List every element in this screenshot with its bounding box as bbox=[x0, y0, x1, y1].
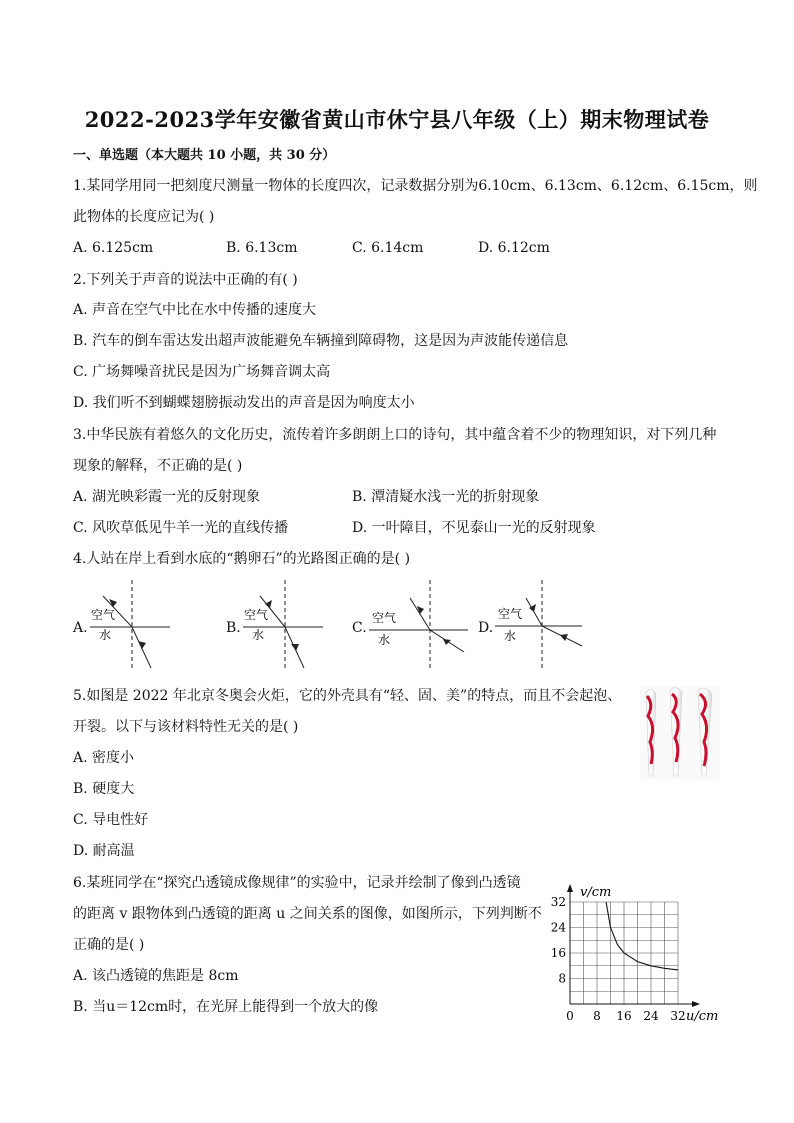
chart-series bbox=[606, 902, 678, 970]
q6-option-a: A. 该凸透镜的焦距是 8cm bbox=[73, 968, 239, 984]
v-u-curve bbox=[606, 902, 678, 970]
x-tick-label: 32 bbox=[670, 1009, 686, 1023]
q3-stem-line1: 3.中华民族有着悠久的文化历史，流传着许多朗朗上口的诗句，其中蕴含着不少的物理知识，对下列几种 bbox=[73, 427, 717, 443]
q4-diagram-d-air-label: 空气 bbox=[498, 607, 523, 621]
y-tick-label: 16 bbox=[550, 946, 566, 960]
q5-option-a: A. 密度小 bbox=[73, 750, 135, 766]
q4-diagram-a-water-label: 水 bbox=[99, 628, 112, 642]
page-title: 2022-2023学年安徽省黄山市休宁县八年级（上）期末物理试卷 bbox=[84, 107, 710, 132]
q4-diagram-a-letter: A. bbox=[73, 620, 88, 636]
q1-option-a: A. 6.125cm bbox=[73, 240, 154, 256]
q4-diagram-b-air-label: 空气 bbox=[244, 608, 269, 622]
q1-option-c: C. 6.14cm bbox=[352, 240, 424, 256]
q4-diagram-d bbox=[490, 578, 586, 670]
x-axis-arrow bbox=[692, 1001, 700, 1007]
q4-diagram-c bbox=[364, 578, 470, 670]
q2-option-a: A. 声音在空气中比在水中传播的速度大 bbox=[73, 302, 317, 318]
chart-axes bbox=[567, 884, 700, 1007]
chart-y-axis-label: v/cm bbox=[580, 885, 612, 900]
uv-graph bbox=[550, 870, 726, 1026]
q3-option-a: A. 湖光映彩霞一光的反射现象 bbox=[73, 489, 261, 505]
x-tick-label: 8 bbox=[593, 1009, 601, 1023]
q4-diagram-d-water-label: 水 bbox=[504, 629, 517, 643]
q4-diagram-a-air-label: 空气 bbox=[91, 608, 116, 622]
y-tick-label: 32 bbox=[550, 895, 566, 909]
olympic-torch-image bbox=[640, 686, 720, 780]
q1-stem-line2: 此物体的长度应记为( ) bbox=[73, 209, 215, 225]
q6-stem-line1: 6.某班同学在“探究凸透镜成像规律”的实验中，记录并绘制了像到凸透镜 bbox=[73, 875, 521, 891]
q4-diagram-c-air-label: 空气 bbox=[372, 611, 397, 625]
q2-option-d: D. 我们听不到蝴蝶翅膀振动发出的声音是因为响度太小 bbox=[73, 395, 415, 411]
q3-option-c: C. 风吹草低见牛羊一光的直线传播 bbox=[73, 520, 289, 536]
x-tick-label: 0 bbox=[566, 1009, 574, 1023]
q6-option-b: B. 当u＝12cm时，在光屏上能得到一个放大的像 bbox=[73, 999, 379, 1015]
y-tick-label: 8 bbox=[558, 971, 566, 986]
q6-stem-line2: 的距离 v 跟物体到凸透镜的距离 u 之间关系的图像，如图所示，下列判断不 bbox=[73, 906, 542, 922]
q2-stem: 2.下列关于声音的说法中正确的有( ) bbox=[73, 272, 298, 288]
q4-diagram-b bbox=[238, 578, 328, 670]
q5-option-d: D. 耐高温 bbox=[73, 843, 135, 859]
q4-diagram-c-water-label: 水 bbox=[378, 633, 391, 647]
q4-diagram-a bbox=[85, 578, 175, 670]
y-tick-label: 24 bbox=[550, 920, 566, 935]
q5-stem-line1: 5.如图是 2022 年北京冬奥会火炬，它的外壳具有“轻、固、美”的特点，而且不会起泡、 bbox=[73, 688, 622, 704]
q4-diagram-d-letter: D. bbox=[478, 620, 494, 636]
x-tick-label: 24 bbox=[643, 1009, 659, 1023]
y-axis-arrow bbox=[567, 884, 573, 892]
q2-option-b: B. 汽车的倒车雷达发出超声波能避免车辆撞到障碍物，这是因为声波能传递信息 bbox=[73, 333, 569, 349]
q4-stem: 4.人站在岸上看到水底的“鹅卵石”的光路图正确的是( ) bbox=[73, 551, 411, 567]
q5-option-c: C. 导电性好 bbox=[73, 812, 149, 828]
q1-option-b: B. 6.13cm bbox=[226, 240, 298, 256]
section-heading: 一、单选题（本大题共 10 小题，共 30 分） bbox=[73, 148, 336, 163]
chart-x-axis-label: u/cm bbox=[686, 1009, 719, 1024]
q5-option-b: B. 硬度大 bbox=[73, 781, 135, 797]
q4-diagram-b-water-label: 水 bbox=[252, 628, 265, 642]
q6-stem-line3: 正确的是( ) bbox=[73, 937, 145, 953]
q4-diagram-c-letter: C. bbox=[352, 620, 367, 636]
q3-option-d: D. 一叶障目，不见泰山一光的反射现象 bbox=[352, 520, 596, 536]
q4-diagram-b-letter: B. bbox=[226, 620, 241, 636]
q1-option-d: D. 6.12cm bbox=[478, 240, 550, 256]
x-tick-label: 16 bbox=[616, 1009, 632, 1023]
q3-stem-line2: 现象的解释，不正确的是( ) bbox=[73, 458, 243, 474]
q1-stem-line1: 1.某同学用同一把刻度尺测量一物体的长度四次，记录数据分别为6.10cm、6.13cm、6.12cm、6.15cm，则 bbox=[73, 178, 758, 194]
q2-option-c: C. 广场舞噪音扰民是因为广场舞音调太高 bbox=[73, 364, 331, 380]
q3-option-b: B. 潭清疑水浅一光的折射现象 bbox=[352, 489, 540, 505]
q5-stem-line2: 开裂。以下与该材料特性无关的是( ) bbox=[73, 719, 299, 735]
